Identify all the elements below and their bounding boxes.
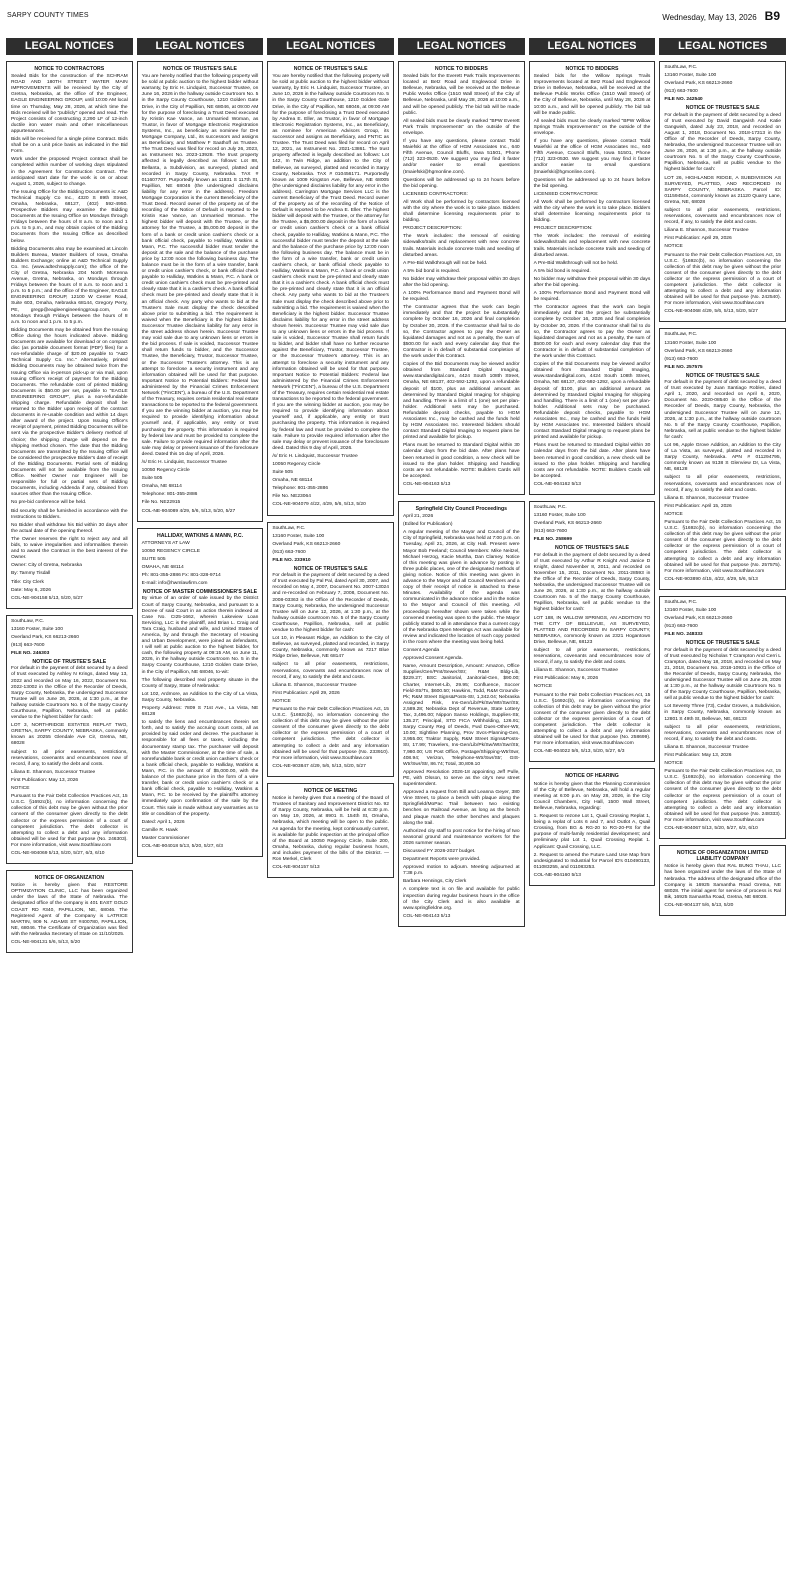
file-number: FILE NO. 242540 — [664, 97, 703, 103]
notice-paragraph: Pursuant to the Fair Debt Collection Practices Act, 15 U.S.C. §1692c(b), no information concerning the collection of this debt may be given without the prior consent of the consumer given directly to the debt collector or the express permission of a court of competent jurisdiction. The debt collector is attempting to collect a debt and any information obtained will be used for that purpose (No. 248333). For more information, visit www.Southlaw.com — [664, 769, 781, 823]
notice-paragraph: A 5% bid bond is required. — [533, 268, 591, 274]
notice-paragraph: Owner: City of Gretna, Nebraska — [11, 563, 82, 569]
notice-paragraph: Questions will be addressed up to 24 hours before the bid opening. — [533, 177, 651, 189]
notice-paragraph: OMAHA, NE 68114 — [141, 565, 184, 571]
notice-paragraph: For default in the payment of debt secured by a deed of trust executed by Arthur R Knight And Janice D Knight, dated November 8, 2011, and recorded on November 15, 2011, Document No. 2011-28593 in the Office of the Recorder of Deeds, Sarpy County, Nebraska, the undersigned Successor Trustee will on June 26, 2026, at 1:30 p.m., at the hallway outside Courtroom No. 5 of the Sarpy County Courthouse, Papillion, Nebraska, sell at public vendue to the highest bidder for cash: — [533, 552, 651, 613]
notice-subtitle: NOTICE OF MASTER COMMISSIONER'S SALE — [142, 589, 258, 596]
notice-paragraph: File No. NE23064 — [272, 494, 311, 500]
notice-paragraph: Approved Consent Agenda. — [402, 656, 463, 662]
notice-paragraph: subject to all prior easements, restrictions, reservations, covenants and encumbrances now of record, if any, to satisfy the debt and costs. — [664, 724, 781, 742]
notice-paragraph: (913) 663-7600 — [533, 529, 568, 535]
notice-paragraph: Overland Park, KS 66213-2660 — [272, 541, 341, 547]
notice-paragraph: Lot 10, in Pleasant Ridge, an Addition to the City of Bellevue, as surveyed, platted and recorded, in Sarpy County, Nebraska, commonly known as 7217 Blue Ridge Drive, Bellevue, NE 68147 — [272, 636, 389, 660]
notice-subtitle: NOTICE OF TRUSTEE'S SALE — [293, 566, 368, 573]
legal-notice — [659, 328, 786, 589]
notice-paragraph: Dated: April 1, 2026 — [141, 819, 185, 825]
legal-notice — [267, 61, 394, 516]
notice-paragraph: Approved a request from Bill and Leanna Geyer, 380 Vine Street, to place a bench with plaque along the Springfield/MoPac Trail between two existing benches on Railroad Avenue, as long as the bench and plaque match the other benches and plaques along the trail. — [402, 790, 520, 826]
legal-notice — [529, 61, 656, 495]
notice-paragraph: SouthLaw, P.C. — [272, 525, 306, 531]
notice-paragraph: LOT 188, IN WILLOW SPRINGS, AN ADDITION TO THE CITY OF BELLEVUE, AS SURVEYED, PLATTED AND RECORDED IN SARPY COUNTY, NEBRASKA, commonly known as 2321 Hogantown Drive, Bellevue, NE, 68123 — [533, 615, 651, 645]
notice-paragraph: 13160 Foster, Suite 100 — [533, 513, 586, 519]
notice-paragraph: All sealed bids must be clearly marked "BPW Everett Park Trails Improvements" on the outside of the envelope. — [402, 118, 520, 136]
legal-notice — [398, 61, 525, 495]
notice-paragraph: First Publication: May 13, 2026 — [664, 753, 732, 758]
notice-paragraph: subject to all prior easements, restrictions, reservations, covenants and encumbrances now of record, if any, to satisfy the debt and costs. — [664, 207, 781, 226]
masthead — [0, 0, 792, 38]
notice-paragraph: All Work shall be performed by contractors licensed with the city where the work is to take place. Bidders shall determine licensing requirements prior to bidding. — [402, 199, 520, 224]
notice-subtitle: NOTICE OF TRUSTEE'S SALE — [555, 545, 629, 552]
file-number: FILE NO. 257575 — [664, 364, 703, 370]
notice-paragraph: (913) 663-7600 — [11, 643, 45, 649]
notice-paragraph: Pursuant to the Fair Debt Collection Practices Act, 15 U.S.C. §1692c(b), no information concerning the collection of this debt may be given without the prior consent of the consumer given directly to the debt collector or the express permission of a court of competent jurisdiction. The debt collector is attempting to collect a debt and any information obtained will be used for that purpose (No. 246303). For more information, visit www.Southlaw.com — [11, 794, 128, 848]
notice-paragraph: Questions will be addressed up to 24 hours before the bid opening. — [402, 177, 520, 189]
notice-paragraph: A Pre-Bid Walkthrough will not be held. — [402, 260, 488, 266]
notice-paragraph: Omaha, NE 68114 — [141, 484, 182, 490]
notice-paragraph: First Publication: April 29, 2026 — [664, 236, 732, 242]
notice-paragraph: (913) 663-7600 — [664, 624, 698, 630]
notice-paragraph: 13160 Foster, Suite 100 — [11, 626, 63, 632]
notice-paragraph: Bids will be received for a single prime Contract. Bids shall be on a unit price basis as indicated in the Bid Form. — [11, 137, 128, 155]
notice-paragraph: If you have any questions, please contact Todd Maiefski at the office of HGM Associates Inc., 640 Fifth Avenue, Council Bluffs, Iowa 51501, Phone (712) 323-0530. We suggest you may find it faster and/or easier to email questions (tmaiefski@hgmonline.com). — [533, 139, 651, 175]
notice-title: NOTICE OF ORGANIZATION — [34, 875, 104, 882]
notice-paragraph: For default in the payment of debt secured by a deed of trust executed by Nicholas T Crampton And Cerri L Crampton, dated May 18, 2018, and recorded on May 21, 2018, Document No. 2018-10931 in the Office of the Recorder of Deeds, Sarpy County, Nebraska, the undersigned Successor Trustee will on June 26, 2026 at 1:30 p.m., at the hallway outside Courtroom No. 5 of the Sarpy County Courthouse, Papillion, Nebraska, sell at public vendue to the highest bidder for cash: — [664, 647, 781, 702]
notice-paragraph: 13160 Foster, Suite 100 — [664, 608, 717, 614]
notice-title: NOTICE OF HEARING — [565, 773, 619, 780]
notice-columns — [6, 38, 786, 1578]
notice-title: NOTICE TO BIDDERS — [565, 66, 619, 72]
legal-notice — [267, 783, 394, 878]
notice-paragraph: For default in the payment of debt secured by a deed of trust executed by Juan Santiago Robles, dated April 1, 2020, and recorded on April 6, 2020, Document No. 2020-08540 in the Office of the Recorder of Deeds, Sarpy County, Nebraska, the undersigned Successor Trustee will on June 12, 2026, at 1:30 p.m., at the hallway outside courtroom No. 5 of the Sarpy County Courthouse, Papillion, Nebraska, sell at public vendue to the highest bidder for cash: — [664, 380, 781, 440]
issue-date: Wednesday, May 13, 2026 — [662, 13, 757, 22]
notice-paragraph: Notice is hereby given that the Planning Commission of the City of Bellevue, Nebraska, will hold a regular meeting at 6:00 p.m. on May 28, 2026, in the City Council Chambers, City Hall, 1500 Wall Street, Bellevue, Nebraska, regarding: — [533, 781, 651, 811]
notice-paragraph: (913) 663-7600 — [664, 89, 698, 95]
notice-paragraph: 10050 REGENCY CIRCLE — [141, 548, 201, 554]
legal-notice — [529, 501, 656, 762]
notice-subtitle: NOTICE OF TRUSTEE'S SALE — [685, 105, 760, 112]
notice-paragraph: You are hereby notified that the following property will be sold at public auction to the highest bidder without warranty, by Eric H. Lindquist, Successor Trustee, on June 10, 2026 in the hallway outside Courtroom No. 5 in the Sarpy County Courthouse, 1210 Golden Gate Drive, in the City of Papillion, NE 68046, at 09:00 AM for the purpose of foreclosing a Trust Deed executed by Andrea E. Eller, as Trustor, in favor of Mortgage Electronic Registration Systems, Inc., as Beneficiary, as nominee for American Advisors Group, its successor and assigns as Beneficiary, and FNTIC as Trustee. The Trust Deed was filed for record on April 12, 2021, as Instrument No. 2021-13861. The trust property affected is legally described as follows: Lot 142, In Twin Ridge, an addition to the City of Bellevue, as surveyed, platted and recorded in Sarpy County, Nebraska. TAX # 010456171. Purportedly known as 1009 Kingston Ave, Bellevue, NE 68005 (the undersigned disclaims liability for any error in the address). Carrington Mortgage Services LLC is the current Beneficiary of the Trust Deed. Record owner of the property as of the recording of the Notice of Default is reported to be Andrea E. Eller. The highest bidder will deposit with the Trustee, or the attorney for the Trustee, a $5,000.00 deposit in the form of a bank or credit union cashier's check or a bank official check, payable to Halliday, Watkins & Mann, P.C. The successful bidder must tender the deposit at the sale and the balance of the purchase price by 12:00 noon the following business day. The balance must be in the form of a wire transfer, bank or credit union cashier's check, or bank official check payable to Halliday, Watkins & Mann, P.C. A bank or credit union cashier's check must be pre-printed and clearly state that it is a cashier's check. A bank official check must be pre-printed and clearly state that it is an official check. Any party who wants to bid at the Trustee's Sale must display the check described above prior to submitting a bid. The requirement is waived when the Beneficiary is the highest bidder. Successor Trustee disclaims liability for any error in the street address shown herein. Successor Trustee may void sale due to any unknown liens or errors in the bid process. If sale is voided, Successor Trustee shall return funds to bidder, and bidder shall have no further recourse against the Beneficiary, Trustor, Successor Trustee, or the Successor Trustee's attorney. This is an attempt to foreclose a security instrument and any information obtained will be used for that purpose. Important Notice to Potential Bidders: Federal law administered by the Financial Crimes Enforcement Network ("FinCEN"), a bureau of the U.S. Department of the Treasury, requires certain residential real estate transactions to be reported to the federal government. If you are the winning bidder at auction, you may be required to provide identifying information about yourself and, if applicable, any entity or trust purchasing the property. This information is required by federal law and must be provided to complete the sale. Failure to provide required information after the sale may delay or prevent issuance of the foreclosure deed. Dated this 9 day of April, 2026. — [272, 74, 389, 451]
notice-paragraph: LICENSED CONTRACTORS: — [402, 191, 468, 197]
notice-paragraph: (913) 663-7600 — [664, 356, 698, 362]
notice-paragraph: SouthLaw, P.C. — [11, 618, 45, 624]
notice-paragraph: 13160 Foster, Suite 100 — [272, 533, 325, 539]
notice-paragraph: Title: City Clerk — [11, 579, 44, 585]
notice-paragraph: Suite 505 — [141, 476, 163, 482]
legal-notice — [659, 845, 786, 916]
notice-paragraph: Date: May 6, 2026 — [11, 587, 51, 593]
notice-paragraph: Bidding Documents also may be examined at Lincoln Builders Bureau, Master Builders of Iowa, Omaha Builders Exchange; online at A&D Technical Supply Co. Inc. (www.adtechsupply.com); the office of the City of Gretna, Nebraska 204 North McKenna Avenue, Gretna, Nebraska, on Mondays through Fridays between the hours of 8 a.m. to noon and 1 p.m. to 5 p.m.; and the office of the Engineer, EAGLE ENGINEERING GROUP, 12100 W Center Road, Suite 603, Omaha, Nebraska 68144, Gregory Perry, PE, gregp@eagleengineeringgroup.com, on Mondays through Fridays between the hours of 8 a.m. to noon and 1 p.m. to 5 p.m. — [11, 246, 128, 325]
notice-paragraph: subject to all prior easements, restrictions, reservations, covenants and encumbrances now of record, if any, to satisfy the debt and costs. — [533, 647, 651, 666]
notice-paragraph: /s/ Eric H. Lindquist, Successor Trustee — [272, 453, 358, 459]
notice-paragraph: 13160 Foster, Suite 100 — [664, 340, 717, 346]
notice-paragraph: Plans must be returned to Standard Digital within 30 calendar days from the bid date. After plans have been returned in good condition, a new check will be issued to the plan holder. Shipping and handling costs are not refundable. NOTE: Builders Cards will be accepted. — [533, 443, 651, 479]
notice-paragraph: SouthLaw, P.C. — [664, 332, 698, 338]
notice-paragraph: Liliana E. Shannon, Successor Trustee — [272, 682, 357, 688]
column-4 — [398, 38, 525, 1578]
notice-paragraph: No pre-bid conference will be held. — [11, 500, 87, 506]
notice-subtitle: NOTICE OF TRUSTEE'S SALE — [685, 640, 760, 647]
notice-paragraph: Sealed bids for the Everett Park Trails Improvements located at Betz Road and Englewood Drive in Bellevue, Nebraska, will be received at the Bellevue Public Works Office (1510 Wall Street) of the City of Bellevue, Nebraska, until May 28, 2026 at 10:00 a.m., and will be opened publicly. The bid tab will be made public. — [402, 74, 520, 116]
notice-paragraph: All sealed bids must be clearly marked "BPW Willow Springs Trails Improvements" on the outside of the envelope. — [533, 118, 651, 136]
notice-title: NOTICE OF TRUSTEE'S SALE — [293, 66, 368, 72]
notice-paragraph: All Work shall be performed by contractors licensed with the city where the work is to take place. Bidders shall determine licensing requirements prior to bidding. — [533, 199, 651, 224]
notice-paragraph: Approved motion to adjourn. Meeting adjourned at 7:38 p.m. — [402, 865, 520, 877]
notice-paragraph: The Owner reserves the right to reject any and all bids, to waive irregularities and informalities therein and to award the Contract in the best interest of the Owner. — [11, 536, 128, 561]
publication-code: COL-NE-904137 5/6, 5/13, 5/20 — [664, 902, 734, 908]
notice-paragraph: Liliana E. Shannon, Successor Trustee — [664, 228, 749, 234]
legal-notices-header: LEGAL NOTICES — [267, 38, 394, 55]
notice-paragraph: A 5% bid bond is required. — [402, 268, 461, 274]
notice-paragraph: Overland Park, KS 66213-2660 — [664, 81, 733, 87]
legal-notices-header: LEGAL NOTICES — [137, 38, 264, 55]
notice-paragraph: Overland Park, KS 66213-2660 — [664, 348, 733, 354]
notice-paragraph: LICENSED CONTRACTORS: — [533, 191, 599, 197]
paper-name: SARPY COUNTY TIMES — [7, 12, 89, 19]
notice-paragraph: Overland Park, KS 66213-2660 — [533, 521, 602, 527]
publication-code: COL-NE-904163 5/13 — [402, 481, 451, 487]
notice-paragraph: Sealed bids for the Willow Springs Trails Improvements located at Betz Road and Englewood Drive in Bellevue, Nebraska, will be received at the Bellevue Public Works Office (1510 Wall Street) of the City of Bellevue, Nebraska, until May 28, 2026 at 10:00 a.m., and will be opened publicly. The bid tab will be made public. — [533, 74, 651, 116]
notice-paragraph: Pursuant to the Fair Debt Collection Practices Act, 15 U.S.C. §1692c(b), no information concerning the collection of this debt may be given without the prior consent of the consumer given directly to the debt collector or the express permission of a court of competent jurisdiction. The debt collector is attempting to collect a debt and any information obtained will be used for that purpose (No. 233910). For more information, visit www.Southlaw.com — [272, 707, 389, 761]
notice-paragraph: Pursuant to the Fair Debt Collection Practices Act, 15 U.S.C. §1692c(b), no information concerning the collection of this debt may be given without the prior consent of the consumer given directly to the debt collector or the express permission of a court of competent jurisdiction. The debt collector is attempting to collect a debt and any information obtained will be used for that purpose (No. 242540). For more information, visit www.Southlaw.com — [664, 252, 781, 307]
notice-paragraph: SUITE 505 — [141, 556, 166, 562]
notice-paragraph: The Work includes: the removal of existing sidewalks/trails and replacement with new concrete trails. Materials include concrete trails and seeding of disturbed areas. — [533, 234, 651, 258]
notice-paragraph: Liliana E. Shannon, Successor Trustee — [664, 744, 749, 750]
legal-notice — [659, 61, 786, 322]
notice-paragraph: Liliana E. Shannon, Successor Trustee — [533, 668, 618, 674]
notice-paragraph: PROJECT DESCRIPTION: — [402, 226, 462, 232]
notice-paragraph: subject to all prior easements, restrictions, reservations, covenants and encumbrances now of record, if any, to satisfy the debt and costs. — [272, 662, 389, 680]
notice-paragraph: SouthLaw, P.C. — [664, 599, 698, 605]
notice-paragraph: A 100% Performance Bond and Payment Bond will be required. — [533, 291, 651, 303]
page-number: B9 — [764, 9, 780, 23]
notice-paragraph: A Pre-Bid Walkthrough will not be held. — [533, 260, 619, 266]
notice-paragraph: Department Reports were provided. — [402, 857, 481, 863]
notice-paragraph: Pursuant to the Fair Debt Collection Practices Act, 15 U.S.C. §1692c(b), no information concerning the collection of this debt may be given without the prior consent of the consumer given directly to the debt collector or the express permission of a court of competent jurisdiction. The debt collector is attempting to collect a debt and any information obtained will be used for that purpose (No. 258699). For more information, visit www.Southlaw.com — [533, 692, 651, 747]
publication-code: COL-NE-904131 5/6, 5/13, 5/20 — [11, 940, 81, 945]
notice-paragraph: Plans must be returned to Standard Digital within 30 calendar days from the bid date. After plans have been returned in good condition, a new check will be issued to the plan holder. Shipping and handling costs are not refundable. NOTE: Builders Cards will be accepted. — [402, 443, 520, 479]
legal-notices-header: LEGAL NOTICES — [398, 38, 525, 55]
publication-code: COL-NE-904089 4/29, 5/6, 5/13, 5/20, 5/27 — [141, 508, 236, 514]
notice-paragraph: April 21, 2026 — [402, 514, 434, 520]
legal-notice — [137, 528, 264, 857]
notice-paragraph: The Contractor agrees that the work can begin immediately and that the project be substantially complete by October 16, 2026 and final completion by October 30, 2026. If the Contractor shall fail to do so, the Contractor agrees to pay the Owner as liquidated damages and not as a penalty, the sum of $500.00 for each and every calendar day that the Contractor is in default of substantial completion of the work under this Contract. — [402, 305, 520, 360]
notice-paragraph: If you have any questions, please contact Todd Maiefski at the office of HGM Associates Inc., 640 Fifth Avenue, Council Bluffs, Iowa 51501, Phone (712) 323-0530. We suggest you may find it faster and/or easier to email questions (tmaiefski@hgmonline.com). — [402, 139, 520, 175]
notice-paragraph: NOTICE — [664, 511, 683, 517]
notice-paragraph: No bidder may withdraw their proposal within 30 days after the bid opening. — [402, 276, 520, 288]
notice-title: NOTICE OF MEETING — [303, 787, 358, 794]
notice-paragraph: SouthLaw, P.C. — [533, 505, 567, 510]
legal-notices-header: LEGAL NOTICES — [6, 38, 133, 55]
notice-paragraph: Sealed Bids for the construction of the SCHRAM ROAD AND 180TH STREET WATER MAIN IMPROVEMENTS will be received by the City of Gretna, Nebraska, at the office of the Engineer, EAGLE ENGINEERING GROUP, until 10:00 AM local time on Thursday, May 28, 2026, at which time the Bids received will be "publicly" opened and read. The Project consists of constructing 2,290 LF of 12-inch ductile iron water main and other miscellaneous appurtenances. — [11, 74, 128, 134]
notice-paragraph: Liliana E. Shannon, Successor Trustee — [11, 769, 96, 775]
notice-paragraph: 13160 Foster, Suite 100 — [664, 73, 717, 79]
notice-paragraph: By: Tammy Tisdall — [11, 571, 51, 577]
legal-notice — [6, 615, 133, 864]
notice-title: Springfield City Council Proceedings — [415, 506, 507, 512]
notice-paragraph: The Contractor agrees that the work can begin immediately and that the project be substantially complete by October 16, 2026 and final completion by October 30, 2026. If the Contractor shall fail to do so, the Contractor agrees to pay the Owner as liquidated damages and not as a penalty, the sum of $500.00 for each and every calendar day that the Contractor is in default of substantial completion of the work under this Contract. — [533, 305, 651, 360]
notice-paragraph: Discussed FY 2026-2027 budget. — [402, 848, 476, 854]
notice-title: NOTICE OF ORGANIZATION LIMITED LIABILITY COMPANY — [676, 850, 769, 863]
publication-code: COL-NE-904022 5/6, 5/13, 5/20, 5/27, 6/3 — [533, 749, 625, 755]
notice-paragraph: First Publication: May 6, 2026 — [533, 676, 599, 682]
notice-paragraph: NOTICE — [533, 684, 553, 690]
notice-paragraph: Bidding Documents may be obtained from the Issuing Office during the hours indicated above. Bidding Documents are available for download or on compact disc (as portable document format (PDF) files) for a non-refundable charge of $20.00 payable to "A&D Technical Supply Co. Inc." Alternatively, printed Bidding Documents may be obtained twice from the Issuing Office via in-person pick-up or via mail, upon Issuing Office's receipt of payment for the Bidding Documents. The refundable cost of printed Bidding Documents is $50.00 per set, payable to "EAGLE ENGINEERING GROUP", plus a non-refundable shipping charge. Refundable deposit shall be returned to the Bidder upon receipt of the contract documents in re-usable condition and within 14 days after award of the project. Upon Issuing Office's receipt of payment, printed Bidding Documents will be sent via the prospective Bidder's delivery method of choice; the shipping charge will depend on the shipping method chosen. The date that the Bidding Documents are transmitted by the Issuing Office will be considered the prospective Bidder's date of receipt of the Bidding Documents. Partial sets of Bidding Documents will not be available from the Issuing Office. Neither Owner nor Engineer will be responsible for full or partial sets of Bidding Documents, including Addenda if any, obtained from sources other than the Issuing Office. — [11, 327, 128, 498]
notice-paragraph: Barbara Hennings, City Clerk — [402, 879, 467, 885]
notice-paragraph: The Issuing Office for the Bidding Documents is: A&D Technical Supply Co Inc., 4320 S 89th Street, Omaha, Nebraska, 68127, (402) 592-4950. Prospective Bidders may examine the Bidding Documents at the Issuing Office on Mondays through Fridays between the hours of 8 a.m. to noon and 1 p.m. to 5 p.m., and may obtain copies of the Bidding Documents from the Issuing Office as described below. — [11, 189, 128, 244]
notice-paragraph: You are hereby notified that the following property will be sold at public auction to the highest bidder without warranty, by Eric H. Lindquist, Successor Trustee, on June 16, 2026 in the hallway outside Courtroom No. 5 in the Sarpy County Courthouse, 1210 Golden Gate Drive, in the City of Papillion, NE 68046, at 09:00 AM for the purpose of foreclosing a Trust Deed executed by Kristin Kae Vance, an Unmarried Woman, as Trustor, in favor of Mortgage Electronic Registration Systems, Inc., as beneficiary as nominee for DHI Mortgage Company, Ltd., its successors and assigns as Beneficiary, and Matthew F Saathoff as Trustee. The Trust Deed was filed for record on July 26, 2023, as Instrument No. 2023-13928. The trust property affected is legally described as follows: Lot 88, Bellanta, a Subdivision, as surveyed, platted and recorded in Sarpy County, Nebraska. TAX # 011607707. Purportedly known as 11931 S 117th St, Papillion, NE 68046 (the undersigned disclaims liability for any error in the address). Freedom Mortgage Corporation is the current Beneficiary of the Trust Deed. Record owner of the property as of the recording of the Notice of Default is reported to be Kristin Kae Vance, an Unmarried Woman. The highest bidder will deposit with the Trustee, or the attorney for the Trustee, a $5,000.00 deposit in the form of a bank or credit union cashier's check or a bank official check, payable to Halliday, Watkins & Mann, P.C. The successful bidder must tender the deposit at the sale and the balance of the purchase price by 12:00 noon the following business day. The balance must be in the form of a wire transfer, bank or credit union cashier's check, or bank official check payable to Halliday, Watkins & Mann, P.C. A bank or credit union cashier's check must be pre-printed and clearly state that it is a cashier's check. A bank official check must be pre-printed and clearly state that it is an official check. Any party who wants to bid at the Trustee's Sale must display the check described above prior to submitting a bid. The requirement is waived when the Beneficiary is the highest bidder. Successor Trustee disclaims liability for any error in the street address shown herein. Successor Trustee may void sale due to any unknown liens or errors in the bid process. If sale is voided, Successor Trustee shall return funds to bidder, and the Successor Trustee, the Beneficiary, Trustor, Successor Trustee, or the Successor Trustee's attorney. This is an attempt to foreclose a security instrument and any information obtained will be used for that purpose. Important Notice to Potential Bidders: Federal law administered by the Financial Crimes Enforcement Network ("FinCEN"), a bureau of the U.S. Department of the Treasury, requires certain residential real estate transactions to be reported to the federal government. If you are the winning bidder at auction, you may be required to provide identifying information about yourself and, if applicable, any entity or trust purchasing the property. This information is required by federal law and must be provided to complete the sale. Failure to provide required information after the sale may delay or prevent issuance of the foreclosure deed. Dated this 16 day of April, 2026. — [141, 74, 259, 457]
notice-paragraph: Authorized city staff to post notice for the hiring of two seasonal ground and maintenance workers for the 2026 summer season. — [402, 828, 520, 846]
notice-paragraph: (913) 663-7600 — [272, 549, 306, 555]
column-2 — [137, 38, 264, 1578]
legal-notice — [398, 501, 525, 927]
publication-code: COL-NE-904162 5/13 — [533, 481, 581, 487]
notice-paragraph: Lot Seventy Three (73), Cedar Groves, a Subdivision, in Sarpy County, Nebraska, commonly known as 12801 S 49th St, Bellevue, NE, 68133 — [664, 704, 781, 722]
notice-paragraph: 2. Request to amend the Future Land Use Map from undesignated to Industrial for Parcel ID's 010490133, 011083255, and 011083253. — [533, 852, 651, 870]
notice-paragraph: A regular meeting of the Mayor and Council of the City of Springfield, Nebraska was held at 7:00 p.m. on Tuesday, April 21, 2026, at City Hall. Present were Mayor Bob Feeland; Council Members: Mike Neitzel, Michael Herzog, Kacie Murtha, Dan Clamey. Notice of this meeting was given in advance by posting in three public places, one of the designated methods of giving notice. Notice of this meeting was given in advance to the Mayor and all Council Members and a copy of their receipt of notice is attached to these Minutes. Availability of the agenda was communicated in the advance notice and in the notice to the Mayor and Council of this meeting. All proceedings hereafter shown were taken while the convened meeting was open to the public. The Mayor publicly stated to all in attendance that a current copy of the Nebraska Open Meetings Act was available for review and indicated the location of such copy posted in the room where the meeting was being held. — [402, 530, 520, 645]
notice-paragraph: Liliana E. Shannon, Successor Trustee — [664, 495, 749, 501]
notice-paragraph: SouthLaw, P.C. — [664, 65, 698, 70]
notice-paragraph: to satisfy the liens and encumbrances therein set forth, and to satisfy the accruing court costs, all as provided by said order and decree. The purchaser is responsible for all fees or taxes, including the documentary stamp tax. The purchaser will deposit with the Master Commissioner, at the time of sale, a nonrefundable bank or credit union cashier's check or a bank official check, payable to Halliday, Watkins & Mann, P.C. in the amount of $5,000.00, with the balance of the purchase price in the form of a wire transfer, bank or credit union cashier's check or a bank official check, payable to Halliday, Watkins & Mann, P.C. to be received by the plaintiff's attorney immediately upon confirmation of the sale by the Court. This sale is made without any warranties as to title or condition of the property. — [141, 720, 259, 817]
file-number: FILE NO. 233910 — [272, 557, 311, 563]
publication-code: COL-NE-904160 5/13 — [533, 872, 581, 878]
legal-notice — [137, 61, 264, 522]
column-6 — [659, 38, 786, 1578]
notice-paragraph: Bid security shall be furnished in accordance with the Instructions to Bidders. — [11, 508, 128, 520]
notice-paragraph: subject to all prior easements, restrictions, reservations, covenants and encumbrances now of record, if any, to satisfy the debt and costs. — [11, 749, 128, 767]
notice-paragraph: PROJECT DESCRIPTION: — [533, 226, 593, 232]
notice-paragraph: NOTICE — [272, 698, 291, 704]
file-number: FILE NO. 248333 — [664, 632, 703, 638]
notice-paragraph: Notice is hereby given that RESTORE OPTIMIZATION CLINIC, LLC has been organized under the laws of the State of Nebraska. The designated office of the company is 401 EAST GOLD COAST RD #340, PAPILLION, NE, 68046. The Registered Agent of the Company is LATRICE MARTIN, 909 N. ADAMS ST #400780, PAPILLION, NE, 68046. The Certificate of Organization was filed with the Nebraska Secretary of State on 11/10/2025. — [11, 883, 128, 937]
column-3 — [267, 38, 394, 1578]
notice-paragraph: Master Commissioner — [141, 835, 190, 841]
notice-paragraph: LOT 3, NORTHRIDGE ESTATES REPLAT TWO, GRETNA, SARPY COUNTY, NEBRASKA, commonly known as 20255 Glendale Ave Cir, Gretna, NE, 68028 — [11, 723, 128, 747]
notice-paragraph: ATTORNEYS AT LAW — [141, 540, 190, 546]
notice-paragraph: By virtue of an order of sale issued by the District Court of Sarpy County, Nebraska, and pursuant to a Decree of said Court in an action therein indexed at Case No. CI25-1662, wherein Lakeview Loan Servicing, LLC is the plaintiff, and Brian L. Craig and Tara Craig, husband and wife, and United States of America, by and through the Secretary of Housing and Urban Development, were joined as defendants, I will sell at public auction to the highest bidder, for cash, the following property at 09:15 AM, on June 11, 2026, in the hallway outside Courtroom No. 5 in the Sarpy County Courthouse, 1210 Golden Gate Drive, in the City of Papillion, NE 68046, to-wit: — [141, 596, 259, 675]
notice-paragraph: First Publication: May 13, 2026 — [11, 777, 79, 783]
notice-paragraph: LOT 26, HIGHLANDS RIDGE, A SUBDIVISION AS SURVEYED, PLATTED, AND RECORDED IN SARPY COUNTY, NEBRASKA. Parcel ID: 011594544, commonly known as 21120 Quarry Lane, Gretna, NE, 68028 — [664, 175, 781, 205]
notice-paragraph: A 100% Performance Bond and Payment Bond will be required. — [402, 291, 520, 303]
notice-subtitle: NOTICE OF TRUSTEE'S SALE — [685, 372, 760, 379]
notice-paragraph: For default in the payment of debt secured by a deed of trust executed by Ashley N Krings, dated May 13, 2022 and recorded on May 16, 2022, Document No. 2022-13002 in the Office of the Recorder of Deeds, Sarpy County, Nebraska, the undersigned Successor Trustee will on June 26, 2026, at 1:30 p.m., at the hallway outside Courtroom No. 5 of the Sarpy County Courthouse, Papillion, Nebraska, sell at public vendue to the highest bidder for cash: — [11, 666, 128, 721]
legal-notice — [659, 596, 786, 839]
notice-paragraph: The following described real property situate in the County of Sarpy, State of Nebraska: — [141, 677, 259, 689]
notice-paragraph: Lot 102, Ardmore, an Addition to the City of La Vista, Sarpy County, Nebraska. — [141, 691, 259, 703]
legal-notices-header: LEGAL NOTICES — [529, 38, 656, 55]
legal-notices-header: LEGAL NOTICES — [659, 38, 786, 55]
notice-paragraph: No Bidder shall withdraw his Bid within 30 days after the actual date of the opening thereof. — [11, 522, 128, 534]
notice-paragraph: Camille R. Hawk — [141, 827, 178, 833]
notice-paragraph: NOTICE — [664, 244, 683, 250]
publication-code: COL-NE-904079 4/22, 4/29, 5/6, 5/13, 5/20 — [272, 502, 366, 508]
notice-title: NOTICE TO CONTRACTORS — [34, 66, 105, 72]
publication-code: COL-NE-904157 5/13 — [272, 865, 320, 871]
notice-paragraph: Pursuant to the Fair Debt Collection Practices Act, 15 U.S.C. §1692c(b), no information concerning the collection of this debt may be given without the prior consent of the consumer given directly to the debt collector or the express permission of a court of competent jurisdiction. The debt collector is attempting to collect a debt and any information obtained will be used for that purpose (No. 257575). For more information, visit www.Southlaw.com — [664, 520, 781, 574]
notice-title: HALLIDAY, WATKINS & MANN, P.C. — [156, 532, 244, 539]
column-1 — [6, 38, 133, 1578]
publication-code: COL-NE-903890 4/15, 4/22, 4/29, 5/6, 5/13 — [664, 576, 758, 582]
file-number: FILE NO. 258699 — [533, 537, 572, 543]
notice-paragraph: Overland Park, KS 66213-2660 — [664, 616, 733, 622]
column-5 — [529, 38, 656, 1578]
notice-paragraph: Telephone: 801-355-2886 — [272, 486, 329, 492]
legal-notice — [267, 522, 394, 777]
notice-paragraph: 10050 Regency Circle — [272, 462, 321, 467]
notice-paragraph: Notice is hereby given that RAL BUNG THAU, LLC has been organized under the laws of the State of Nebraska. The address of the designated office of the Company is 16925 Samantha Road Gretna, NE 68028. The initial agent for service of process is Ral Bik, 16925 Samantha Road, Gretna, NE 68028. — [664, 864, 781, 900]
notice-title: NOTICE TO BIDDERS — [434, 66, 488, 72]
notice-paragraph: First Publication: April 29, 2026 — [272, 690, 340, 696]
file-number: FILE NO. 246303 — [11, 651, 50, 657]
notice-paragraph: Consent Agenda — [402, 648, 440, 654]
notice-paragraph: Overland Park, KS 66213-2660 — [11, 634, 79, 640]
notice-paragraph: The Work includes: the removal of existing sidewalks/trails and replacement with new concrete trails. Materials include concrete trails and seeding of disturbed areas. — [402, 234, 520, 258]
notice-paragraph: E-mail: info@hwmlawfirm.com — [141, 581, 208, 587]
notice-paragraph: /s/ Eric H. Lindquist, Successor Trustee — [141, 460, 228, 465]
notice-paragraph: Copies of the Bid Documents may be viewed and/or obtained from Standard Digital Imaging, www.standardigital.com, 4424 South 108th Street, Omaha, NE 68137, 402-592-1292, upon a refundable deposit of $100, plus an additional amount as determined by Standard Digital Imaging for shipping and handling. There is a limit of 1 (one) set per plan-holder. Additional sets may be purchased. Refundable deposit checks, payable to HGM Associates Inc., may be cashed and the funds held by HGM Associates Inc. Interested bidders should contact Standard Digital Imaging to request plans be printed and available for pickup. — [533, 362, 651, 441]
notice-paragraph: A complete text is on file and available for public inspection during regular business hours in the office of the City Clerk and is also available at www.springfieldne.org. — [402, 887, 520, 911]
legal-notice — [6, 870, 133, 953]
legal-notice — [6, 61, 133, 609]
notice-paragraph: First Publication: April 15, 2026 — [664, 503, 732, 509]
publication-code: COL-NE-903847 4/29, 5/6, 5/13, 5/20, 5/27 — [272, 763, 366, 769]
notice-title: NOTICE OF TRUSTEE'S SALE — [163, 66, 237, 72]
notice-paragraph: Work under the proposed Project contract shall be completed within number of working days stipulated in the Agreement for Construction Contract. The anticipated start date for the work is on or about August 1, 2026, subject to change. — [11, 157, 128, 187]
publication-code: COL-NE-904068 4/29, 5/6, 5/13, 5/20, 5/27 — [664, 309, 758, 315]
notice-paragraph: For default in the payment of debt secured by a deed of trust executed by Pal Pal, dated April 30, 2007, and recorded on May 4, 2007, Document No. 2007-13024 and re-recorded on February 7, 2008, Document No. 2008-03363 in the Office of the Recorder of Deeds, Sarpy County, Nebraska, the undersigned Successor Trustee will on June 12, 2026, at 1:30 p.m., at the hallway outside courtroom No. 5 of the Sarpy County Courthouse, Papillion, Nebraska, sell at public vendue to the highest bidder for cash: — [272, 573, 389, 633]
notice-paragraph: Copies of the Bid Documents may be viewed and/or obtained from Standard Digital Imaging, www.standardigital.com, 4424 South 108th Street, Omaha, NE 68137, 402-592-1292, upon a refundable deposit of $100, plus an additional amount as determined by Standard Digital Imaging for shipping and handling. There is a limit of 1 (one) set per plan-holder. Additional sets may be purchased. Refundable deposit checks, payable to HGM Associates Inc., may be cashed and the funds held by HGM Associates Inc. Interested bidders should contact Standard Digital Imaging to request plans be printed and available for pickup. — [402, 362, 520, 441]
publication-code: COL-NE-904143 5/13 — [402, 913, 451, 919]
notice-paragraph: Name, Amount Description, Amount: Amazon, Office Supplies/Gen/Pmt/Sewer/Str; R&M Bldg-Lib, $229.27; BSC Janitorial, Janitorial-Gen, $90.00; Charter, Internet-Lib, 29.95; Confluence, Soccer Field-Str/Tx, $600.50; Hawkins, Todd, R&M Grounds-Pk; R&M Street Signs&Posts-Str, 1,342.04; Nebraska Assigned Risk, Ins-Gen/Lib/Pk/Sw/Wtr/Swr/Str, 2,589.28; Nebraska Dept of Revenue, State Lottery Tax, 3,496.00; Nippon Sanso Holdings, Supplies-Str, 135.27; Principal, STD FICA Withholding, 126.91; Sarpy County Reg of Deeds, Fwd Dues-Other-Wtr, 10.00; Sightline Planning, Prov Svcs-Planning-Gen, 3,955.00; Traktor Supply, R&M Street Signs&Posts-Str, 17.99; Travelers, Ins-Gen/Lib/Pk/Sw/Wtr/Swr/Str, 7,980.00; US Post Office, Postage/Shipping-Wtr/Swr, 408.94; Verizon, Telephone-Wtr/Swr/Str; GIS-Wtr/Swr/Str, 86.74; Total, 30,809.10 — [402, 664, 520, 767]
notice-paragraph: Ph: 801-355-2886 Fx: 801-328-9714 — [141, 573, 221, 579]
notice-paragraph: Suite 505 — [272, 470, 293, 476]
notice-paragraph: Telephone: 801-355-2886 — [141, 492, 198, 498]
notice-subtitle: NOTICE OF TRUSTEE'S SALE — [32, 659, 107, 666]
notice-paragraph: File No. NE22915 — [141, 500, 181, 506]
notice-paragraph: 1. Request to rezone Lot 1, Quail Crossing Replat 1, being a replat of Lots 6 and 7, and Outlot A, Quail Crossing, from BG & RG-20 to RG-20-PS for the purpose of multi-family residential development; and preliminary plat Lot 1, Quail Crossing Replat 1. Applicant: Quail Crossing, LLC. — [533, 814, 651, 850]
notice-paragraph: 10050 Regency Circle — [141, 468, 190, 474]
notice-paragraph: Notice is hereby given that a meeting of the Board of Trustees of Sanitary and Improvement District No. 92 of Sarpy County, Nebraska, will be held at 6:30 p.m. on May 19, 2026, at 8901 S. 154th St, Omaha, Nebraska, which meeting will be open to the public. An agenda for the meeting, kept continuously current, is available for public inspection at the principal office of the Board at 10050 Regency Circle, Suite 200, Omaha, Nebraska, during regular business hours, and includes payment of the bills of the District. — Ron Merkel, Clerk — [272, 796, 389, 862]
publication-code: COL-NE-904018 5/13, 5/20, 5/27, 6/3 — [141, 843, 223, 849]
notice-paragraph: NOTICE — [664, 761, 683, 767]
notice-paragraph: Approved Resolution 2026-18 appointing Jeff Pulle, PE, with Olsson, to serve as the city's new street superintendent. — [402, 769, 520, 788]
publication-code: COL-NE-904069 5/13, 5/20, 5/27, 6/3, 6/10 — [11, 850, 105, 856]
notice-paragraph: Lot 96, Apple Grove Addition, an Addition to the City of La Vista, as surveyed, platted and recorded in Sarpy County, Nebraska. APN # 011294795, commonly known as 9138 S Glenview Dr, La Vista, NE, 68128 — [664, 442, 781, 473]
publication-code: COL-NE-904158 5/13, 5/20, 5/27 — [11, 595, 83, 601]
notice-paragraph: Property Address: 7809 S 71st Ave., La Vista, NE 68128 — [141, 706, 259, 718]
notice-paragraph: For default in the payment of debt secured by a deed of trust executed by David Gangwish And Katie Gangwish, dated July 23, 2018, and recorded on August 1, 2018, Document No. 2018-17313 in the Office of the Recorder of Deeds, Sarpy County, Nebraska, the undersigned Successor Trustee will on June 26, 2026, at 1:30 p.m., at the hallway outside courtroom No. 5 of the Sarpy County Courthouse, Papillion, Nebraska, sell at public vendue to the highest bidder for cash: — [664, 112, 781, 173]
notice-paragraph: NOTICE — [11, 786, 30, 792]
date-and-page — [662, 9, 780, 23]
notice-paragraph: No bidder may withdraw their proposal within 30 days after the bid opening. — [533, 276, 651, 288]
publication-code: COL-NE-904067 5/13, 5/20, 5/27, 6/3, 6/10 — [664, 826, 758, 832]
notice-paragraph: Omaha, NE 68114 — [272, 478, 313, 484]
notice-paragraph: (Edited for Publication) — [402, 522, 453, 528]
notice-paragraph: subject to all prior easements, restrictions, reservations, covenants and encumbrances now of record, if any, to satisfy the debt and costs. — [664, 475, 781, 493]
legal-notice — [529, 768, 656, 886]
